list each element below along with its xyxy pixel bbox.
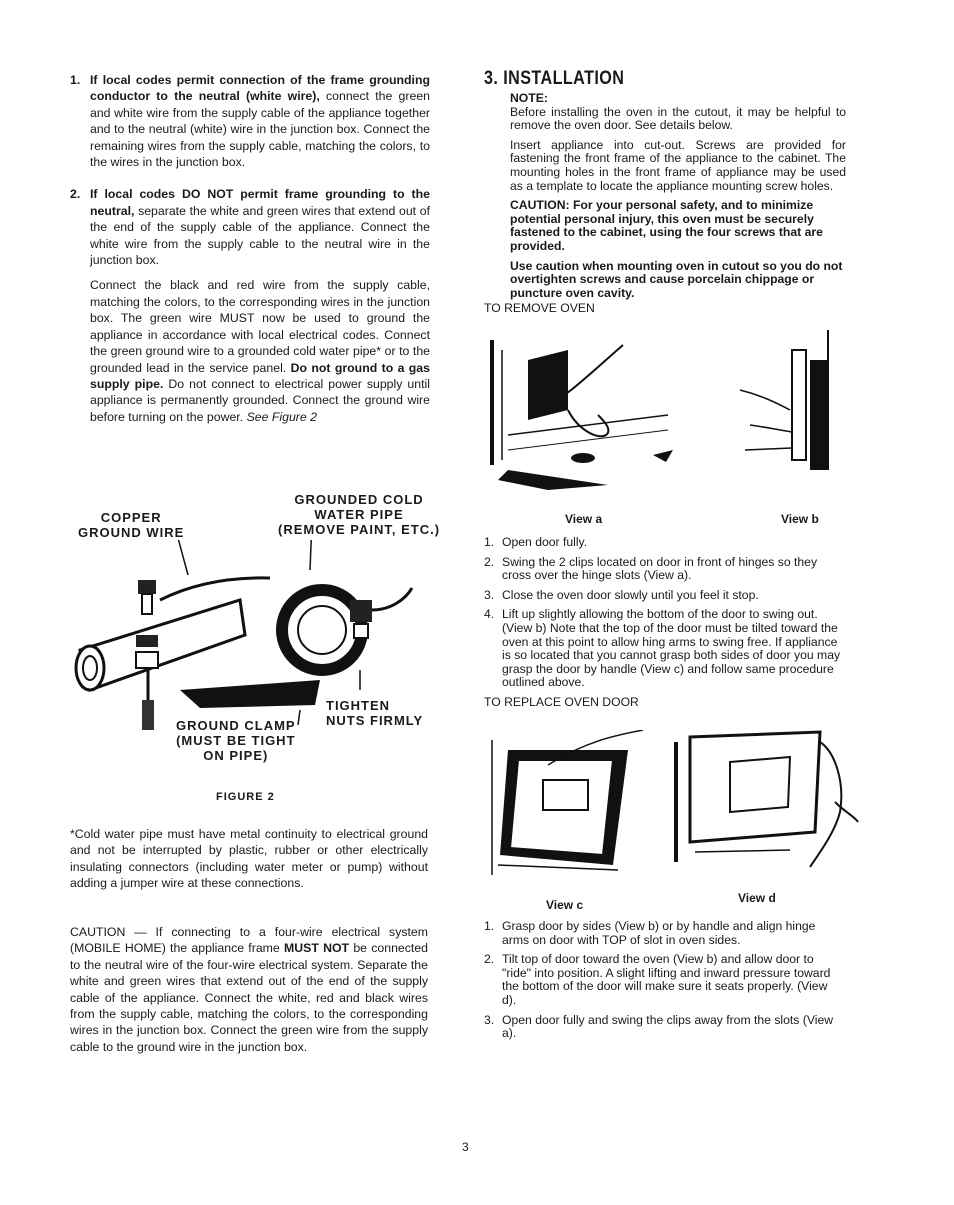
insert-text: Insert appliance into cut-out. Screws are provided for fastening the front frame of the appliance to the cabinet. The mounting holes in the front frame of appliance may be used as a template to locate the appliance mounting screw holes. (510, 137, 846, 193)
view-a-illustration (488, 340, 678, 490)
view-b-illustration (730, 330, 840, 470)
replace-step: 2. Tilt top of door toward the oven (View b) and allow door to "ride" into position. A slight lifting and inward pressure toward the bottom of the door will make sure it seats properly. (View d). (484, 952, 831, 1007)
label-ground-clamp: GROUND CLAMP (MUST BE TIGHT ON PIPE) (176, 718, 296, 763)
label-grounded-cold-water-pipe: GROUNDED COLD WATER PIPE (REMOVE PAINT, ETC.) (278, 492, 441, 537)
item-number: 2. (70, 187, 81, 202)
item-bold: If local codes permit connection of the frame grounding conductor to the neutral (white wire), (90, 73, 430, 104)
wiring-item-1 (70, 72, 430, 170)
installation-heading: 3. INSTALLATION (484, 68, 625, 89)
replace-door-heading: TO REPLACE OVEN DOOR (484, 694, 639, 709)
wiring-item-2 (70, 186, 430, 268)
replace-step: 1. Grasp door by sides (View b) or by handle and align hinge arms on door with TOP of slot in oven sides. (484, 919, 816, 947)
remove-oven-heading: TO REMOVE OVEN (484, 301, 595, 316)
label-copper-ground-wire: COPPER GROUND WIRE (78, 510, 185, 540)
remove-step: 1. Open door fully. (484, 535, 588, 549)
item-text: connect the green and white wire from the supply cable of the appliance together and to the neutral (white) wire in the junction box. Connect the remaining wires from the supply cable, matching the colors, to the wires in the junction box. (90, 89, 430, 170)
grounding-paragraph: Connect the black and red wire from the supply cable, matching the colors, to the corresponding wires in the junction box. The green wire MUST now be used to ground the appliance in accordance with local electrical codes. Connect the green ground wire to a grounded cold water pipe* or to the grounded lead in the service panel. Do not ground to a gas supply pipe. Do not connect to electrical power supply until appliance is permanently grounded. Connect the ground wire before turning on the power. See Figure 2 (90, 278, 430, 424)
caution-four-wire: CAUTION — If connecting to a four-wire electrical system (MOBILE HOME) the appliance frame MUST NOT be connected to the neutral wire of the four-wire electrical system. Separate the white and green wires that extend out of the end of the supply cable of the appliance. Connect the white, red and black wires from the supply cable, matching the colors, to the corresponding wires in the junction box. Connect the green wire from the supply cable to the ground wire in the junction box. (70, 925, 428, 1054)
caution-overtighten: Use caution when mounting oven in cutout so you do not overtighten screws and cause porcelain chippage or puncture oven cavity. (510, 258, 843, 300)
label-tighten-nuts: TIGHTEN NUTS FIRMLY (326, 698, 424, 728)
view-d-illustration (670, 722, 860, 872)
figure-caption: FIGURE 2 (216, 791, 275, 803)
item-number: 1. (70, 73, 81, 87)
replace-step: 3. Open door fully and swing the clips away from the slots (View a). (484, 1012, 834, 1041)
replace-steps (484, 920, 844, 1047)
remove-step: 3. Close the oven door slowly until you feel it stop. (484, 587, 759, 602)
remove-step: 4. Lift up slightly allowing the bottom of the door to swing out. (View b) Note that the top of the door must be tilted toward the oven at this point to allow hing arms to swing free. If appliance is so located that you cannot grasp both sides of door you may grasp the door by handle (View c) and follow same procedure outlined above. (484, 607, 841, 690)
footnote: *Cold water pipe must have metal continuity to electrical ground and not be interrupted by plastic, rubber or other electrically insulating connectors (including water meter or pump) without adding a jumper wire at these connections. (70, 827, 428, 891)
note-label: NOTE: (510, 91, 548, 105)
left-column (70, 72, 430, 434)
caution-secure: CAUTION: For your personal safety, and to minimize potential personal injury, this oven must be securely fastened to the cabinet, using the four screws that are provided. (510, 198, 823, 253)
view-c-label: View c (546, 898, 584, 912)
view-d-label: View d (738, 891, 776, 905)
view-c-illustration (488, 730, 648, 880)
right-column (484, 68, 846, 322)
item-bold: If local codes DO NOT permit frame grounding to the neutral, (90, 187, 430, 218)
remove-step: 2. Swing the 2 clips located on door in front of hinges so they cross over the hinge slots (View a). (484, 554, 818, 583)
remove-steps (484, 536, 844, 716)
view-a-label: View a (565, 512, 603, 526)
note-text: Before installing the oven in the cutout, it may be helpful to remove the oven door. See details below. (510, 104, 846, 133)
ground-clamp-illustration (60, 540, 440, 740)
item-text: separate the white and green wires that extend out of the end of the supply cable of the appliance. Connect the white wire from the supply cable to the neutral wire in the junction box. (90, 203, 430, 268)
view-b-label: View b (781, 512, 819, 526)
page-number: 3 (462, 1140, 469, 1154)
